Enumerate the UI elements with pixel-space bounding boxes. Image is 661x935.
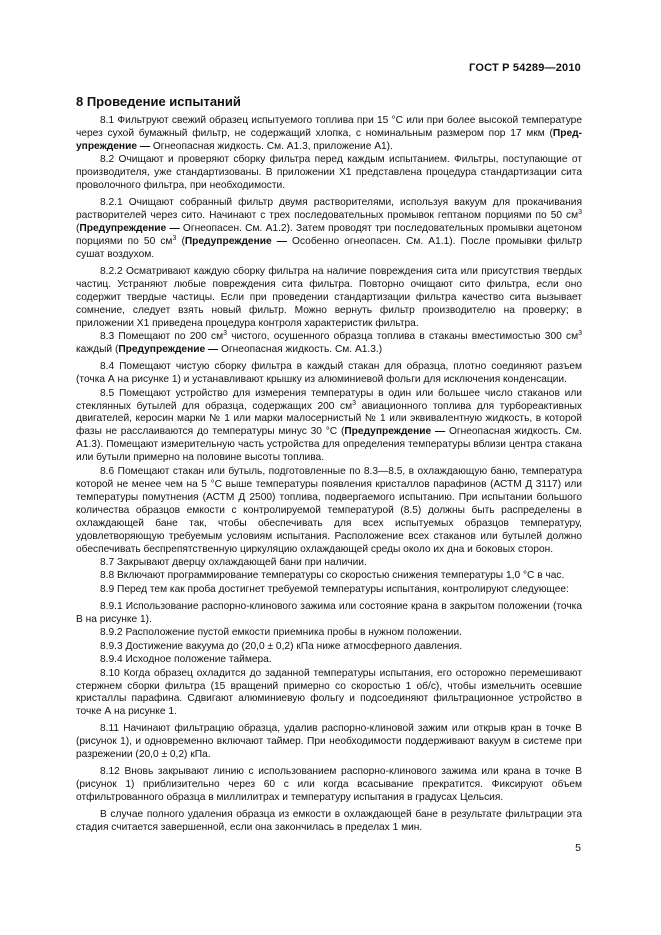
paragraph-8-7: 8.7 Закрывают дверцу охлаждающей бани при наличии. — [100, 556, 367, 568]
warning-label: Предупреждение — — [79, 223, 180, 235]
paragraph-8-11: 8.11 Начинают фильтрацию образца, удалив распорно-клиновой зажим или открыв кран в точке В (рисунок 1), и одновременно включают таймер. При необходимости поддерживают вакуум в системе при разрежении (20,0 ± 0,2) кПа. — [76, 723, 582, 761]
section-body — [76, 115, 582, 835]
warning-label: Предупреждение — — [118, 344, 219, 356]
paragraph-8-9-2: 8.9.2 Расположение пустой емкости приемника пробы в нужном положении. — [100, 627, 462, 639]
paragraph-8-6: 8.6 Помещают стакан или бутыль, подготовленные по 8.3—8.5, в охлаждающую баню, температура которой не менее чем на 5 °С выше температуры появления кристаллов парафинов (АСТМ Д 3117) или температуры помутнения (АСТМ Д 2500) топлива, подвергаемого испытанию. При испытании большого количества образцов емкости с контролируемой температурой (8.5) должны быть распределены в охлаждающей бане так, чтобы обеспечивать для всех испытуемых образцов температуру, удовлетворяющую требуемым условиям испытания. Расположение всех стаканов или бутылей должно обеспечивать беспрепятственную циркуляцию охлаждающей среды около их дна и боковых сторон. — [76, 465, 582, 555]
paragraph-8-9-3: 8.9.3 Достижение вакуума до (20,0 ± 0,2) кПа ниже атмосферного давления. — [100, 640, 463, 652]
paragraph-8-2-2: 8.2.2 Осматривают каждую сборку фильтра на наличие повреждения сита или присутствия твердых частиц. Устраняют любые повреждения сита фильтра. Повторно очищают сито фильтра, если оно содержит твердые частицы. Если при проведении стандартизации фильтра качество сита вызывает сомнение, следует взять новый фильтр. Можно вернуть фильтр производителю на проверку; в приложении Х1 приведена процедура контроля характеристик фильтра. — [76, 265, 582, 329]
page-number: 5 — [575, 842, 581, 854]
paragraph-8-8: 8.8 Включают программирование температуры со скоростью снижения температуры 1,0 °С в час. — [100, 570, 565, 582]
paragraph-8-10: 8.10 Когда образец охладится до заданной температуры испытания, его осторожно перемешивают стержнем сборки фильтра (15 вращений примерно со скоростью 1 об/с), чтобы измельчить осевшие кристаллы парафина. Сдвигают алюминиевую фольгу и подсоединяют фильтрационное устройство в точке А на рисунке 1. — [76, 667, 582, 718]
paragraph-8-2-1: 8.2.1 Очищают собранный фильтр двумя растворителями, используя вакуум для прокачивания растворителей через сито. Начинают с трех последовательных промывок гептаном порциями по 50 $см^3$ (Предупреждение — Огнеопасен. См. А1.2). Затем проводят три последовательных промывки ацетоном порциями по 50 $см^3$ (Предупреждение — Особенно огнеопасен. См. А1.1). После промывки фильтр сушат воздухом. — [76, 197, 582, 261]
paragraph-8-1: 8.1 Фильтруют свежий образец испытуемого топлива при 15 °С или при более высокой температуре через сухой бумажный фильтр, не содержащий хлопка, с номинальным размером пор 17 мкм (Пред- упреждение — Огнеопасная жидкость. См. А1.3, приложение А1). — [76, 115, 582, 152]
paragraph-8-12: 8.12 Вновь закрывают линию с использованием распорно-клинового зажима или крана в точке В (рисунок 1) приблизительно через 60 с или когда всасывание прекратится. Фиксируют объем отфильтрованного образца в миллилитрах и температуру испытания в градусах Цельсия. — [76, 766, 582, 804]
standard-header: ГОСТ Р 54289—2010 — [469, 62, 581, 74]
warning-label: Пред- упреждение — — [76, 127, 582, 152]
paragraph-final: В случае полного удаления образца из емкости в охлаждающей бане в результате фильтрации эта стадия считается завершенной, если она закончилась в пределах 1 мин. — [76, 809, 582, 834]
section-title: 8 Проведение испытаний — [76, 94, 241, 109]
warning-label: Предупреждение — — [344, 426, 446, 438]
paragraph-8-3: 8.3 Помещают по 200 $см^3$ чистого, осушенного образца топлива в стаканы вместимостью 300 $см^3$ каждый (Предупреждение — Огнеопасная жидкость. См. А1.3.) — [76, 330, 582, 356]
paragraph-8-4: 8.4 Помещают чистую сборку фильтра в каждый стакан для образца, плотно соединяют разъем (точка А на рисунке 1) и устанавливают крышку из алюминиевой фольги для исключения конденсации. — [76, 361, 582, 386]
paragraph-8-2: 8.2 Очищают и проверяют сборку фильтра перед каждым испытанием. Фильтры, поступающие от производителя, уже стандартизованы. В приложении Х1 представлена процедура стандартизации сита проволочного фильтра, при необходимости. — [76, 154, 582, 192]
paragraph-8-5: 8.5 Помещают устройство для измерения температуры в один или большее число стаканов или стеклянных бутылей для образца, содержащих 200 $см^3$ авиационного топлива для турбореактивных двигателей, керосин марки № 1 или марки малосернистый № 1 или эквивалентную жидкость, в которой фазы не расслаиваются до температуры минус 30 °С (Предупреждение — Огнеопасная жидкость. См. А1.3). Помещают измерительную часть устройства для определения температуры вблизи центра стакана или бутыли примерно на половине высоты топлива. — [76, 387, 582, 464]
warning-label: Предупреждение — — [184, 236, 287, 248]
paragraph-8-9: 8.9 Перед тем как проба достигнет требуемой температуры испытания, контролируют следующее: — [100, 583, 569, 595]
paragraph-8-9-4: 8.9.4 Исходное положение таймера. — [100, 654, 272, 666]
paragraph-8-9-1: 8.9.1 Использование распорно-клинового зажима или состояние крана в закрытом положении (точка В на рисунке 1). — [76, 600, 582, 625]
